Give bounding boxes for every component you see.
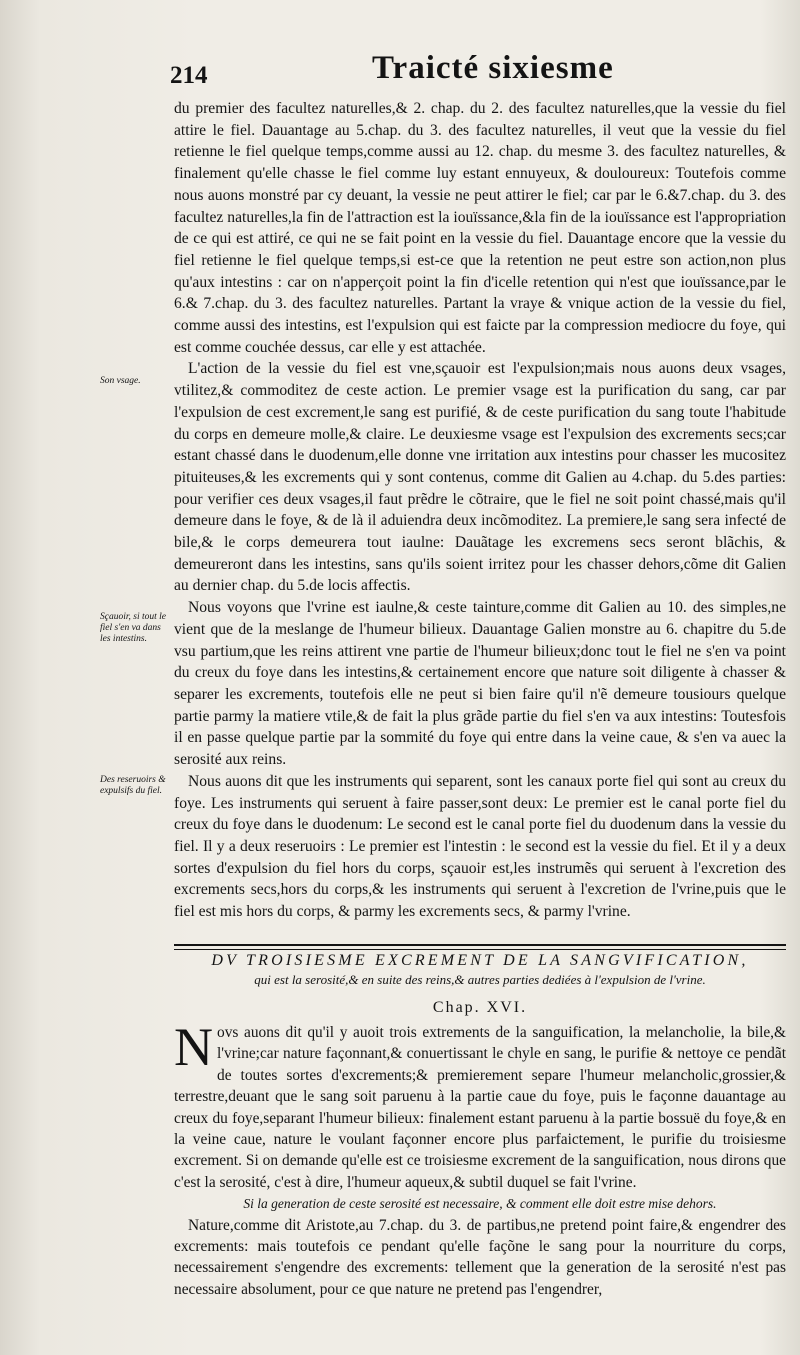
drop-cap: N — [174, 1017, 213, 1077]
margin-note: Des reseruoirs & expulsifs du fiel. — [100, 775, 166, 796]
body-text — [174, 98, 786, 923]
paragraph: Nature,comme dit Aristote,au 7.chap. du 3. de partibus,ne pretend point faire,& engendrer des excrements: mais toutefois ce pendant qu'elle façõne le sang pour la nourriture du corps, necessairement s'engendre des excrements: tellement que la generation de la serosité n'est pas necessaire absolument, pour ce que nature ne pretend pas l'engendrer, — [174, 1216, 786, 1298]
chapter-title-line: DV TROISIESME EXCREMENT DE LA SANGVIFICATION, — [211, 952, 749, 969]
subheading: Si la generation de ceste serosité est necessaire, & comment elle doit estre mise dehors. — [243, 1196, 717, 1212]
page-header — [170, 50, 785, 94]
chapter-number: Chap. XVI. — [432, 999, 528, 1016]
chapter-title-line: qui est la serosité,& en suite des reins,& autres parties dediées à l'expulsion de l'vrine. — [254, 972, 706, 987]
paragraph: Nous auons dit que les instruments qui separent, sont les canaux porte fiel qui sont au creux du foye. Les instruments qui seruent à faire passer,sont deux: Le premier est le canal porte fiel du creux du foye dans le duodenum: Le second est le canal porte fiel du duodenum dans la vessie du fiel. Il y a deux reseruoirs : Le premier est l'intestin : le second est la vessie du fiel. Et il y a deux sortes d'expulsion du fiel hors du corps, sçauoir est,les instrumẽs qui seruent à l'excretion des excrements secs,hors du corps,& les instruments qui seruent à l'excretion de l'vrine,puis que le fiel est mis hors du corps, & parmy les excrements secs, & parmy l'vrine. — [174, 772, 786, 921]
margin-note: Son vsage. — [100, 376, 141, 386]
chapter-divider-rule — [174, 944, 786, 950]
paragraph: ovs auons dit qu'il y auoit trois extrements de la sanguification, la melancholie, la bile,& l'vrine;car nature façonnant,& conuertissant le chyle en sang, le purifie & nettoye ce pendãt de toutes sortes d'excrements;& premierement separe l'humeur melancholic,grossier,& terrestre,deuant que le sang soit paruenu à la partie caue du foye, puis le façonne dauantage au creux du foye,separant l'humeur bilieux: finalement estant paruenu à la partie bossuë du foye,& en la veine caue, nature le voulant façonner encore plus parfaictement, le purifie du troisiesme excrement. Si on demande qu'elle est ce troisiesme excrement de la sanguification, nous dirons que c'est la serosité, c'est à dire, l'humeur aqueux,& subtil duquel se fait l'vrine. — [174, 1024, 786, 1191]
chapter-body — [174, 1017, 786, 1300]
page-number: 214 — [170, 62, 208, 89]
paragraph: Nous voyons que l'vrine est iaulne,& ceste tainture,comme dit Galien au 10. des simples,ne vient que de la meslange de l'humeur bilieux. Dauantage Galien monstre au 6. chapitre du 5.de vsu partium,que les reins attirent vne partie de l'humeur bilieux;donc tout le fiel ne s'en va point du creux du foye dans les intestins,& certainement encore que nature soit diligente à chasser & separer les excrements, toutefois elle ne peut si bien faire qu'il n'ẽ demeure tousiours quelque partie parmy la matiere vtile,& de fait la plus grãde partie du fiel s'en va aux intestins: Toutesfois il en passe quelque partie par la sommité du foye qui entre dans la veine caue, & s'en va auec la serosité aux reins. — [174, 599, 786, 769]
chapter-title — [174, 951, 786, 988]
margin-note: Sçauoir, si tout le fiel s'en va dans les intestins. — [100, 612, 166, 644]
running-title: Traicté sixiesme — [372, 50, 614, 86]
paragraph: L'action de la vessie du fiel est vne,sçauoir est l'expulsion;mais nous auons deux vsages, vtilitez,& commoditez de ceste action. Le premier vsage est la purification du sang, car par l'expulsion de cest excrement,le sang est purifié, & de ceste purification du sang toute l'habitude du corps en demeure molle,& claire. Le deuxiesme vsage est l'expulsion des excrements secs;car estant chassé dans le duodenum,elle donne vne irritation aux intestins pour chasser les mucositez pituiteuses,& les excrements qui y sont contenus, comme dit Galien au 4.chap. du 5.des parties: pour verifier ces deux vsages,il faut prẽdre le cõtraire, que le fiel ne soit point chassé,mais qu'il demeure dans le foye, & de là il aduiendra deux incõmoditez. La premiere,le sang sera infecté de bile,& le corps demeurera tout iaulne: Dauãtage les excremens secs seront blãchis, & demeureront dans les intestins, sans qu'ils soient irritez pour les chasser dehors,cõme dit Galien au dernier chap. du 5.de locis affectis. — [174, 360, 786, 595]
paragraph: du premier des facultez naturelles,& 2. chap. du 2. des facultez naturelles,que la vessie du fiel attire le fiel. Dauantage au 5.chap. du 3. des facultez naturelles, il veut que la vessie du fiel retienne le fiel quelque temps,comme aussi au 12. chap. du mesme 3. des facultez naturelles, & finalement qu'elle chasse le fiel comme luy estant ennuyeux, & douloureux: Toutefois comme nous auons monstré par cy deuant, la vessie ne peut attirer le fiel; car par le 6.&7.chap. du 3. des facultez naturelles,la fin de l'attraction est la iouïssance,&la fin de la iouïssance est l'appropriation de ce qui est attiré, ce qui ne se fait point en la vessie du fiel. Dauantage encore que la vessie du fiel retienne le fiel quelque temps,si est-ce que la retention ne peut estre son action,non plus qu'aux intestins : car on n'apperçoit point la fin d'icelle retention qui n'est que iouïssance,par le 6.& 7.chap. du 3. des facultez naturelles. Partant la vraye & vnique action de la vessie du fiel, comme aussi des intestins, est l'expulsion qui est faicte par la compression mediocre du foye, qui est comme couchée dessus, car elle y est attachée. — [174, 100, 786, 356]
